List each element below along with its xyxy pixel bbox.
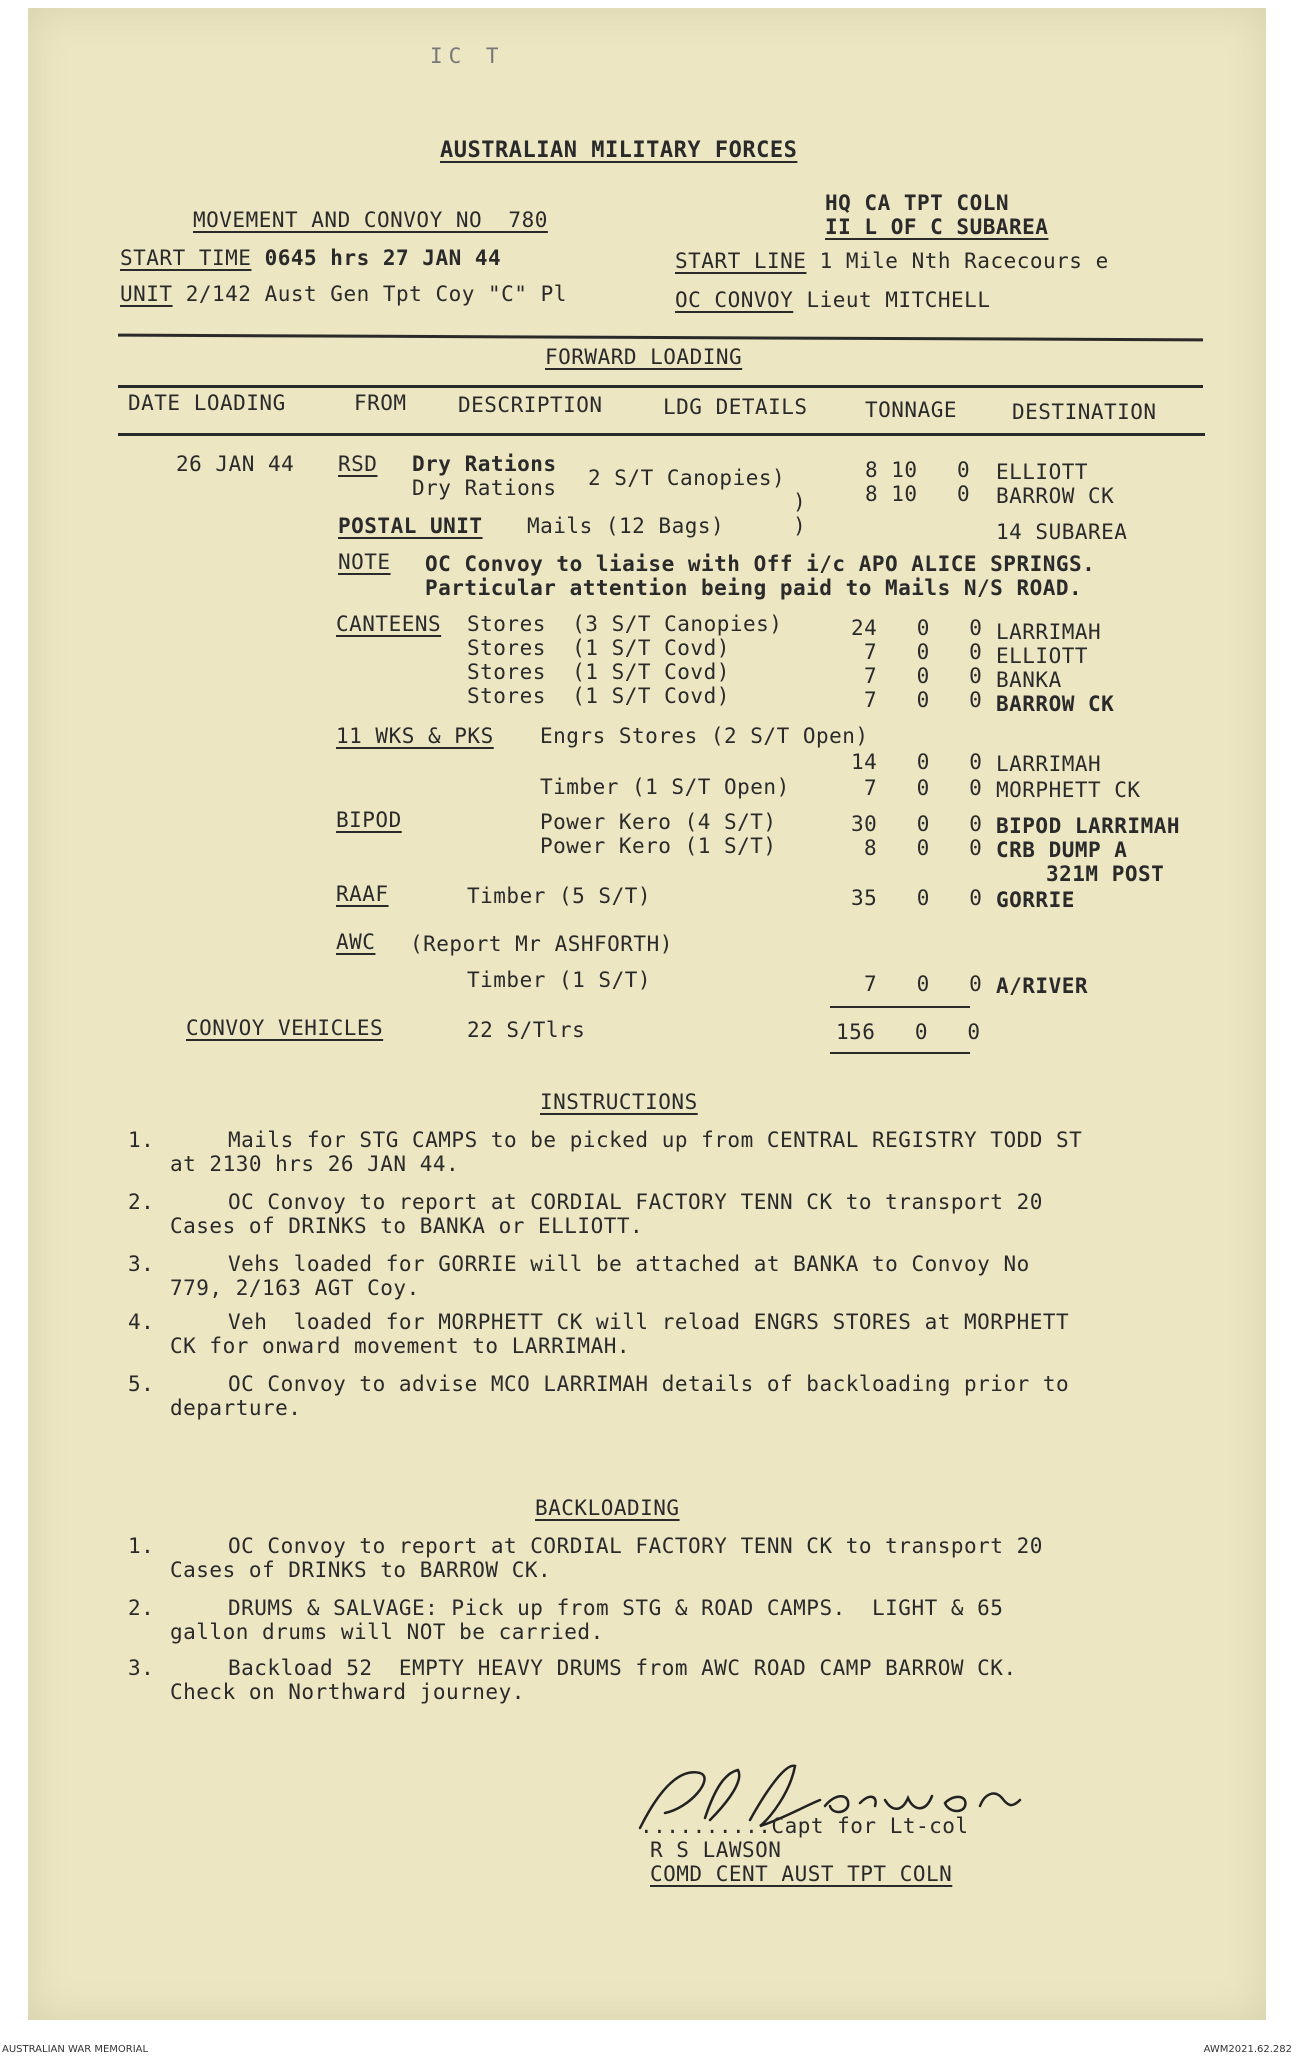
awc-destination: A/RIVER — [996, 974, 1089, 998]
raaf-destination: GORRIE — [996, 888, 1075, 912]
raaf-desc: Timber (5 S/T) — [467, 884, 652, 908]
instruction-5-line2: departure. — [170, 1396, 302, 1420]
wks-desc-2: Timber (1 S/T Open) — [540, 775, 790, 799]
canteens-row1-destination: LARRIMAH — [996, 620, 1102, 644]
backloading-2-num: 2. — [128, 1596, 155, 1620]
instruction-4-num: 4. — [128, 1310, 155, 1334]
oc-convoy-row — [675, 288, 990, 312]
awc-tonnage: 7 0 0 — [864, 972, 983, 996]
backloading-2-line1: DRUMS & SALVAGE: Pick up from STG & ROAD CAMPS. LIGHT & 65 — [228, 1596, 1004, 1620]
oc-convoy-label: OC CONVOY — [675, 288, 794, 312]
hq-line-2: II L OF C SUBAREA — [825, 215, 1049, 239]
backloading-3-line1: Backload 52 EMPTY HEAVY DRUMS from AWC ROAD CAMP BARROW CK. — [228, 1656, 1017, 1680]
canteens-row1-tonnage: 24 0 0 — [851, 616, 983, 640]
signatory-title: COMD CENT AUST TPT COLN — [650, 1862, 953, 1886]
note-line-1: OC Convoy to liaise with Off i/c APO ALICE SPRINGS. — [425, 552, 1096, 576]
unit-label: UNIT — [120, 282, 173, 306]
instruction-1-line2: at 2130 hrs 26 JAN 44. — [170, 1152, 460, 1176]
wks-destination-1: LARRIMAH — [996, 752, 1102, 776]
start-line-row — [675, 249, 1109, 273]
total-rule-top — [830, 1006, 970, 1008]
backloading-heading: BACKLOADING — [535, 1496, 680, 1520]
col-destination: DESTINATION — [1012, 400, 1157, 424]
footer-accession: AWM2021.62.282 — [1203, 2044, 1292, 2055]
start-time-value: 0645 hrs 27 JAN 44 — [264, 246, 502, 270]
instruction-5-line1: OC Convoy to advise MCO LARRIMAH details of backloading prior to — [228, 1372, 1070, 1396]
col-date-loading: DATE LOADING — [128, 391, 286, 415]
canteens-row3-tonnage: 7 0 0 — [864, 664, 983, 688]
bipod-desc-2: Power Kero (1 S/T) — [540, 834, 777, 858]
rsd-details: 2 S/T Canopies) — [588, 466, 786, 490]
instruction-4-line2: CK for onward movement to LARRIMAH. — [170, 1334, 631, 1358]
canteens-row4-destination: BARROW CK — [996, 692, 1115, 716]
awc-unit: AWC — [336, 930, 376, 954]
footer-institution: AUSTRALIAN WAR MEMORIAL — [2, 2044, 149, 2055]
wks-desc-1: Engrs Stores (2 S/T Open) — [540, 724, 869, 748]
col-description: DESCRIPTION — [458, 393, 603, 417]
instruction-4-line1: Veh loaded for MORPHETT CK will reload ENGRS STORES at MORPHETT — [228, 1310, 1070, 1334]
canteens-row4-desc: Stores (1 S/T Covd) — [467, 684, 730, 708]
document-title: AUSTRALIAN MILITARY FORCES — [440, 138, 798, 163]
wks-tonnage-1: 14 0 0 — [851, 750, 983, 774]
raaf-unit: RAAF — [336, 882, 389, 906]
start-line-value: 1 Mile Nth Racecours e — [819, 249, 1109, 273]
bipod-unit: BIPOD — [336, 808, 402, 832]
start-line-label: START LINE — [675, 249, 807, 273]
backloading-1-line1: OC Convoy to report at CORDIAL FACTORY TENN CK to transport 20 — [228, 1534, 1043, 1558]
convoy-vehicles-desc: 22 S/Tlrs — [467, 1018, 586, 1042]
canteens-row4-tonnage: 7 0 0 — [864, 688, 983, 712]
rsd-unit: RSD — [338, 452, 378, 476]
canteens-row2-desc: Stores (1 S/T Covd) — [467, 636, 730, 660]
col-from: FROM — [354, 391, 407, 415]
bipod-destination-1: BIPOD LARRIMAH — [996, 814, 1181, 838]
canteens-row3-desc: Stores (1 S/T Covd) — [467, 660, 730, 684]
canteens-row1-desc: Stores (3 S/T Canopies) — [467, 612, 783, 636]
total-rule-bottom — [830, 1052, 970, 1054]
col-tonnage: TONNAGE — [865, 398, 958, 422]
instructions-heading: INSTRUCTIONS — [540, 1090, 698, 1114]
instruction-2-num: 2. — [128, 1190, 155, 1214]
backloading-3-num: 3. — [128, 1656, 155, 1680]
bipod-destination-2b: 321M POST — [1046, 862, 1165, 886]
canteens-row2-destination: ELLIOTT — [996, 644, 1089, 668]
awc-desc: Timber (1 S/T) — [467, 968, 652, 992]
instruction-3-num: 3. — [128, 1252, 155, 1276]
bipod-tonnage-1: 30 0 0 — [851, 812, 983, 836]
signature-dots-line: ..........Capt for Lt-col — [640, 1814, 969, 1838]
document-page — [28, 8, 1266, 2020]
start-time-label: START TIME — [120, 246, 252, 270]
instruction-3-line2: 779, 2/163 AGT Coy. — [170, 1276, 420, 1300]
instruction-5-num: 5. — [128, 1372, 155, 1396]
col-ldg-details: LDG DETAILS — [663, 395, 808, 419]
postal-destination: 14 SUBAREA — [996, 520, 1128, 544]
canteens-unit: CANTEENS — [336, 612, 442, 636]
bipod-tonnage-2: 8 0 0 — [864, 836, 983, 860]
rsd-row2-tonnage: 8 10 0 — [865, 482, 971, 506]
signatory-name: R S LAWSON — [650, 1838, 782, 1862]
instruction-1-line1: Mails for STG CAMPS to be picked up from CENTRAL REGISTRY TODD ST — [228, 1128, 1083, 1152]
instruction-2-line2: Cases of DRINKS to BANKA or ELLIOTT. — [170, 1214, 644, 1238]
forward-loading-heading: FORWARD LOADING — [545, 345, 743, 369]
wks-unit: 11 WKS & PKS — [336, 724, 494, 748]
unit-value: 2/142 Aust Gen Tpt Coy "C" Pl — [185, 282, 567, 306]
faint-top-text: IC T — [430, 44, 505, 68]
table-top-rule — [118, 385, 1203, 388]
start-time-row — [120, 246, 501, 270]
hq-line-1: HQ CA TPT COLN — [825, 191, 1010, 215]
rsd-row2-desc: Dry Rations — [412, 476, 557, 500]
backloading-2-line2: gallon drums will NOT be carried. — [170, 1620, 604, 1644]
convoy-total-tonnage: 156 0 0 — [836, 1020, 981, 1044]
oc-convoy-value: Lieut MITCHELL — [806, 288, 991, 312]
table-header-rule — [118, 433, 1205, 436]
wks-tonnage-2: 7 0 0 — [864, 776, 983, 800]
rsd-row1-tonnage: 8 10 0 — [865, 458, 971, 482]
canteens-row3-destination: BANKA — [996, 668, 1062, 692]
movement-convoy-number: MOVEMENT AND CONVOY NO 780 — [193, 208, 548, 232]
backloading-1-line2: Cases of DRINKS to BARROW CK. — [170, 1558, 552, 1582]
rsd-row1-desc: Dry Rations — [412, 452, 557, 476]
postal-desc: Mails (12 Bags) — [527, 514, 725, 538]
convoy-vehicles-label: CONVOY VEHICLES — [186, 1016, 384, 1040]
instruction-2-line1: OC Convoy to report at CORDIAL FACTORY TENN CK to transport 20 — [228, 1190, 1043, 1214]
awc-report: (Report Mr ASHFORTH) — [410, 932, 673, 956]
note-label: NOTE — [338, 550, 391, 574]
bracket-2: ) — [793, 514, 807, 538]
unit-row — [120, 282, 567, 306]
postal-unit: POSTAL UNIT — [338, 514, 483, 538]
bipod-desc-1: Power Kero (4 S/T) — [540, 810, 777, 834]
backloading-3-line2: Check on Northward journey. — [170, 1680, 525, 1704]
rsd-row1-destination: ELLIOTT — [996, 460, 1089, 484]
backloading-1-num: 1. — [128, 1534, 155, 1558]
raaf-tonnage: 35 0 0 — [851, 886, 983, 910]
bracket-1: ) — [793, 490, 807, 514]
bipod-destination-2a: CRB DUMP A — [996, 838, 1128, 862]
wks-destination-2: MORPHETT CK — [996, 778, 1141, 802]
rsd-row2-destination: BARROW CK — [996, 484, 1115, 508]
note-line-2: Particular attention being paid to Mails N/S ROAD. — [425, 576, 1083, 600]
loading-date: 26 JAN 44 — [176, 452, 295, 476]
instruction-3-line1: Vehs loaded for GORRIE will be attached at BANKA to Convoy No — [228, 1252, 1030, 1276]
canteens-row2-tonnage: 7 0 0 — [864, 640, 983, 664]
instruction-1-num: 1. — [128, 1128, 155, 1152]
